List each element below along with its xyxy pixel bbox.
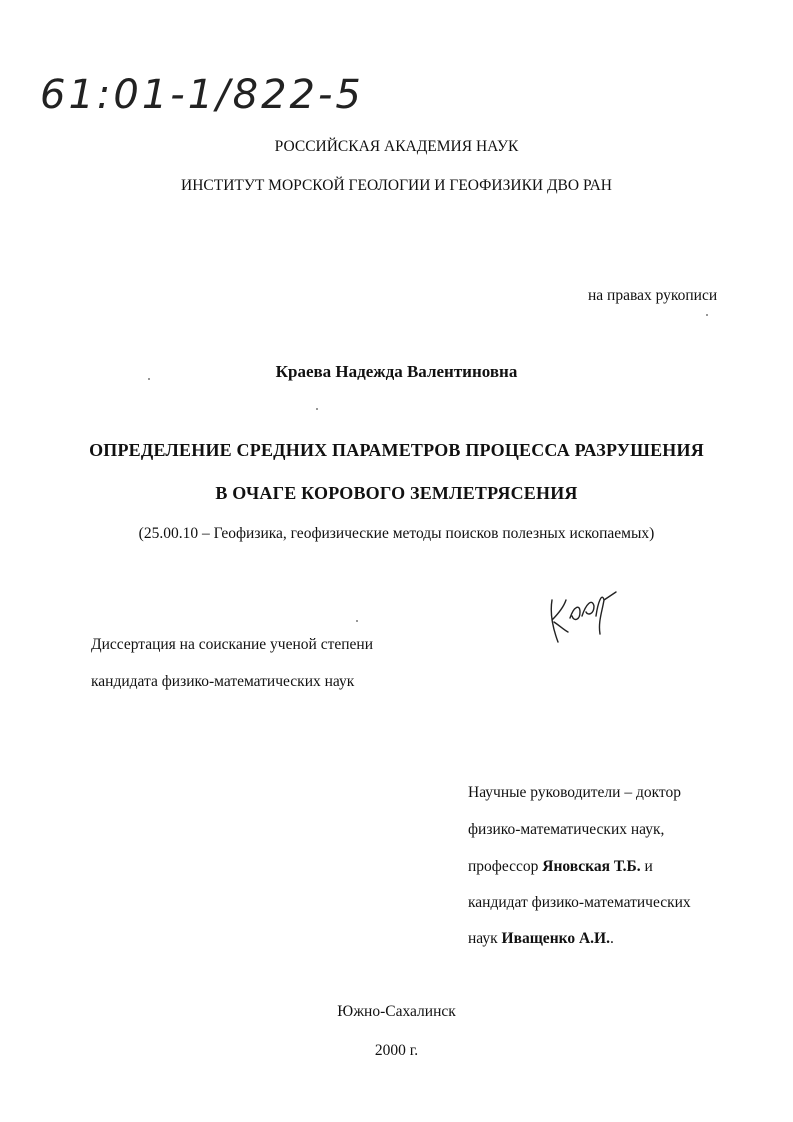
supervisors-line3-suffix: и	[640, 858, 653, 875]
dissertation-title-line2: В ОЧАГЕ КОРОВОГО ЗЕМЛЕТРЯСЕНИЯ	[215, 483, 578, 503]
year: 2000 г.	[374, 1042, 419, 1059]
dissertation-title-line1: ОПРЕДЕЛЕНИЕ СРЕДНИХ ПАРАМЕТРОВ ПРОЦЕССА РАЗРУШЕНИЯ	[89, 440, 704, 460]
institute-name: ИНСТИТУТ МОРСКОЙ ГЕОЛОГИИ И ГЕОФИЗИКИ ДВО РАН	[181, 177, 612, 194]
dissertation-degree-line2: кандидата физико-математических наук	[91, 673, 355, 690]
supervisor-yanovskaya: Яновская Т.Б.	[542, 858, 641, 875]
supervisors-line3	[468, 858, 653, 876]
supervisors-line4: кандидат физико-математических	[468, 894, 691, 911]
supervisors-line2: физико-математических наук,	[468, 821, 665, 838]
author-name: Краева Надежда Валентиновна	[275, 362, 518, 381]
supervisors-line3-prefix: профессор	[468, 858, 543, 875]
specialty-code: (25.00.10 – Геофизика, геофизические методы поисков полезных ископаемых)	[138, 525, 655, 542]
academy-name: РОССИЙСКАЯ АКАДЕМИЯ НАУК	[274, 138, 519, 155]
scan-speck	[706, 314, 708, 316]
supervisors-line5-prefix: наук	[468, 930, 502, 947]
scan-speck	[148, 378, 150, 380]
archive-number-handwritten: 61:01-1/822-5	[40, 72, 364, 118]
supervisors-line5-suffix: .	[609, 930, 614, 947]
supervisors-line1: Научные руководители – доктор	[468, 784, 681, 801]
dissertation-degree-line1: Диссертация на соискание ученой степени	[91, 636, 373, 653]
signature-mark	[540, 582, 620, 652]
signature	[540, 582, 620, 657]
supervisors-line5	[468, 930, 614, 948]
scan-speck	[316, 408, 318, 410]
scan-speck	[356, 620, 358, 622]
manuscript-rights-note: на правах рукописи	[588, 287, 718, 304]
city: Южно-Сахалинск	[337, 1003, 456, 1020]
supervisor-ivaschenko: Иващенко А.И.	[501, 930, 610, 947]
